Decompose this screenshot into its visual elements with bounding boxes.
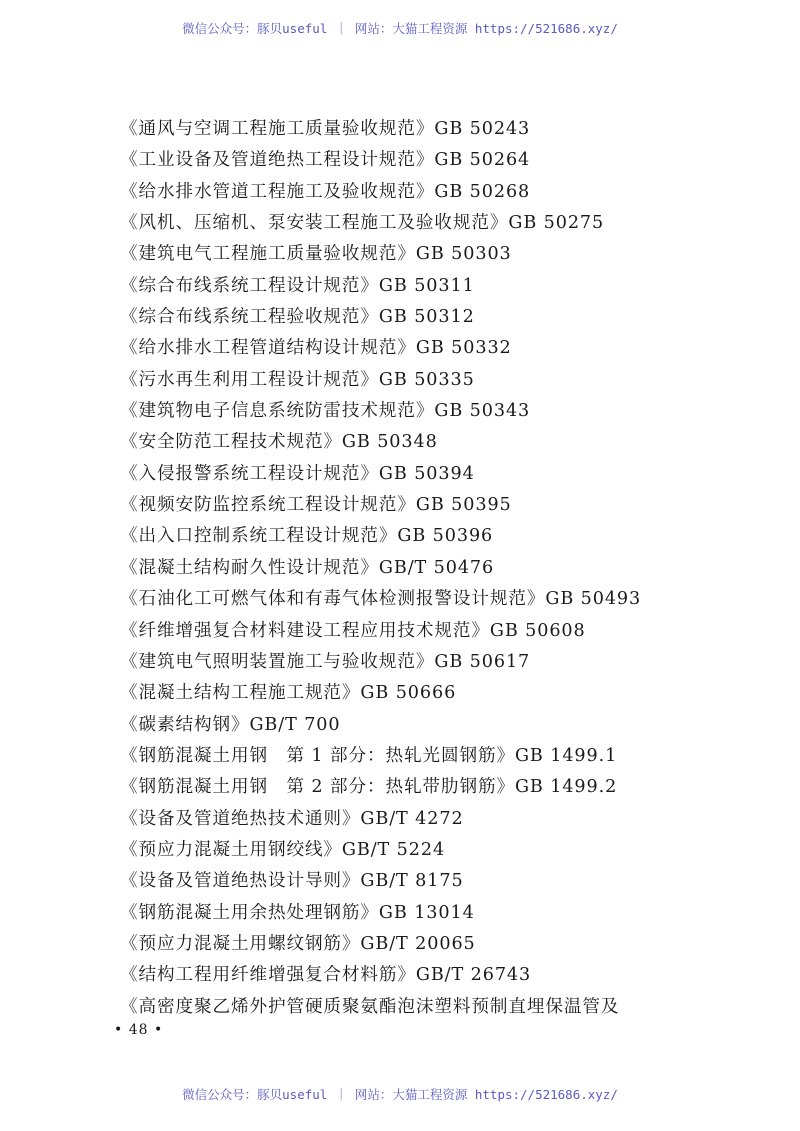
standard-item: 《碳素结构钢》GB/T 700 [120,714,341,735]
standard-item: 《设备及管道绝热设计导则》GB/T 8175 [120,871,464,892]
standard-item: 《混凝土结构耐久性设计规范》GB/T 50476 [120,557,495,578]
standard-item: 《入侵报警系统工程设计规范》GB 50394 [120,463,475,484]
standard-item: 《污水再生利用工程设计规范》GB 50335 [120,369,475,390]
standard-item: 《预应力混凝土用钢绞线》GB/T 5224 [120,839,446,860]
standard-item: 《通风与空调工程施工质量验收规范》GB 50243 [120,119,531,139]
standard-item: 《工业设备及管道绝热工程设计规范》GB 50264 [120,150,531,171]
standard-item: 《高密度聚乙烯外护管硬质聚氨酯泡沫塑料预制直埋保温管及 [120,996,620,1017]
standards-list [120,114,720,1023]
standard-item: 《建筑电气照明装置施工与验收规范》GB 50617 [120,651,531,672]
standard-item: 《给水排水管道工程施工及验收规范》GB 50268 [120,181,531,202]
standard-item: 《建筑物电子信息系统防雷技术规范》GB 50343 [120,401,531,422]
standard-item: 《石油化工可燃气体和有毒气体检测报警设计规范》GB 50493 [120,589,642,610]
standard-item: 《纤维增强复合材料建设工程应用技术规范》GB 50608 [120,620,586,641]
standard-item: 《钢筋混凝土用钢 第 2 部分：热轧带肋钢筋》GB 1499.2 [120,777,618,798]
standard-item: 《风机、压缩机、泵安装工程施工及验收规范》GB 50275 [120,213,605,234]
standard-item: 《钢筋混凝土用余热处理钢筋》GB 13014 [120,902,475,923]
standard-item: 《建筑电气工程施工质量验收规范》GB 50303 [120,244,512,265]
watermark-footer: 微信公众号：豚贝useful ｜ 网站：大猫工程资源 https://521686.xyz/ [182,1087,618,1102]
standard-item: 《混凝土结构工程施工规范》GB 50666 [120,683,457,704]
page-number: • 48 • [114,1022,164,1038]
standard-item: 《给水排水工程管道结构设计规范》GB 50332 [120,338,512,359]
watermark-header: 微信公众号：豚贝useful ｜ 网站：大猫工程资源 https://521686.xyz/ [182,21,618,36]
standard-item: 《钢筋混凝土用钢 第 1 部分：热轧光圆钢筋》GB 1499.1 [120,745,618,766]
standard-item: 《综合布线系统工程设计规范》GB 50311 [120,275,475,296]
standard-item: 《安全防范工程技术规范》GB 50348 [120,432,438,453]
standard-item: 《综合布线系统工程验收规范》GB 50312 [120,307,475,328]
standard-item: 《设备及管道绝热技术通则》GB/T 4272 [120,808,464,829]
standard-item: 《出入口控制系统工程设计规范》GB 50396 [120,526,494,547]
standard-item: 《视频安防监控系统工程设计规范》GB 50395 [120,495,512,516]
standard-item: 《预应力混凝土用螺纹钢筋》GB/T 20065 [120,933,476,954]
standard-item: 《结构工程用纤维增强复合材料筋》GB/T 26743 [120,965,532,986]
